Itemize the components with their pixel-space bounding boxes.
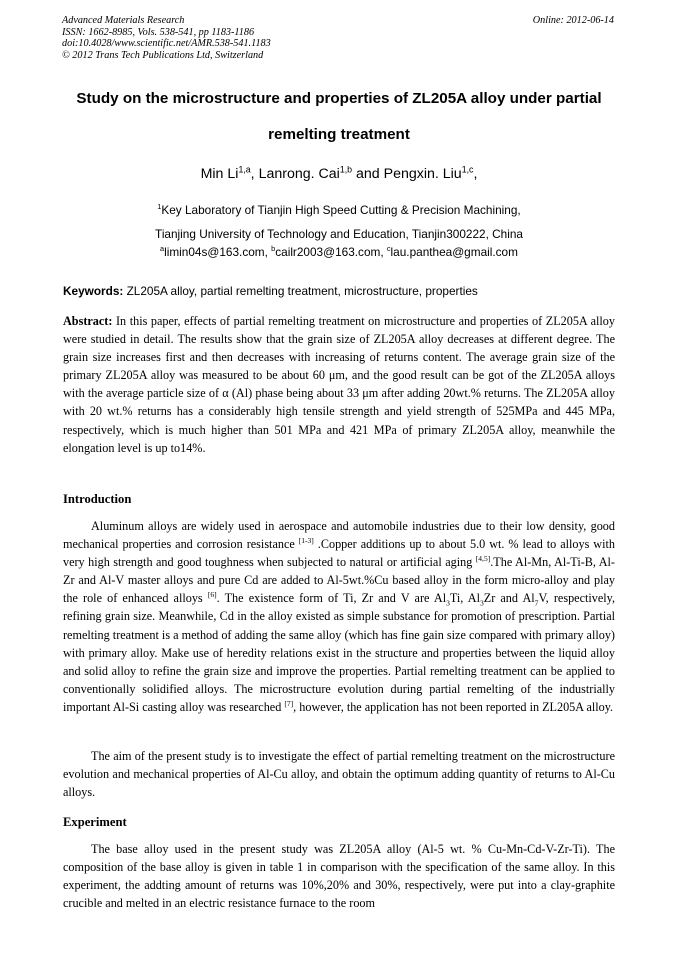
author-affil-mark: 1,b [339, 164, 353, 175]
intro-paragraph-2: The aim of the present study is to investigate the effect of partial remelting treatment on the microstructure evolution and mechanical properties of Al-Cu alloy, and obtain the optimum adding quantity of returns to Al-Cu alloys. [63, 749, 615, 800]
citation[interactable]: [1-3] [298, 536, 314, 546]
online-date: Online: 2012-06-14 [532, 15, 614, 26]
email-link[interactable]: lau.panthea@gmail.com [390, 245, 518, 259]
author-separator: , [473, 166, 478, 182]
abstract-text: In this paper, effects of partial remelting treatment on microstructure and properties of ZL205A alloy were studied in detail. The results show that the grain size of ZL205A alloy decreases at different degree. The grain size increases first and then decreases with increasing of returns content. The average grain size of the primary ZL205A alloy was measured to be about 60 μm, and the good result can be got of the ZL205A alloys with the average particle size of α (Al) phase being about 33 μm after adding 20wt.% returns. The ZL205A alloy with 20 wt.% returns has a considerably high tensile strength and yield strength of 525MPa and 445 MPa, respectively, which is much higher than 501 MPa and 421 MPa of primary ZL205A alloy, meanwhile the elongation level is up to14%. [63, 314, 615, 455]
email-link[interactable]: limin04s@163.com, [164, 245, 272, 259]
section-heading-experiment: Experiment [63, 815, 127, 829]
issn-line: ISSN: 1662-8985, Vols. 538-541, pp 1183-1186 [62, 26, 255, 38]
text-run: .The Al-Mn, Al-Ti-B, Al-Zr and Al-V master alloys and pure Cd are added to Al-5wt.%Cu based alloy in the form micro-alloy and play the role of enhanced alloys [63, 555, 615, 606]
paper-title-line-1: Study on the microstructure and properties of ZL205A alloy under partial [76, 90, 602, 107]
keywords-text: ZL205A alloy, partial remelting treatment, microstructure, properties [123, 284, 478, 298]
text-run: Aluminum alloys are widely used in aerospace and automobile industries due to their low density, good mechanical properties and corrosion resistance [63, 519, 615, 552]
text-run: , however, the application has not been reported in ZL205A alloy. [293, 699, 614, 714]
text-run: . The existence form of Ti, Zr and V are Al [216, 591, 447, 606]
email-mark: b [271, 244, 276, 254]
author-affil-mark: 1,c [461, 164, 474, 175]
subscript: 3 [446, 598, 450, 608]
email-link[interactable]: cailr2003@163.com, [275, 245, 387, 259]
affiliation-line-1 [40, 203, 638, 217]
text-run: .Copper additions up to about 5.0 wt. % lead to alloys with very high strength and good toughness when subjected to natural or artificial aging [63, 537, 615, 570]
email-mark: c [386, 244, 391, 254]
experiment-paragraph-1: The base alloy used in the present study was ZL205A alloy (Al-5 wt. % Cu-Mn-Cd-V-Zr-Ti). The composition of the base alloy is given in table 1 in comparison with the specification of the same alloy. In this experiment, the addting amount of returns was 10%,20% and 30%, respectively, were put into a clay-graphite crucible and melted in an electric resistance furnace to the room [63, 842, 615, 911]
citation[interactable]: [6] [207, 590, 217, 600]
keywords-label: Keywords: [63, 284, 124, 298]
copyright-line: © 2012 Trans Tech Publications Ltd, Switzerland [62, 49, 264, 61]
text-run: V, respectively, refining grain size. Meanwhile, Cd in the alloy existed as simple substance for promotion of prescription. Partial remelting treatment is a method of adding the same alloy (which has fine gain size compared with primary alloy) with primary alloy. Make use of heredity relations exist in the structure and properties between the liquid alloy and solid alloy to refine the grain size and improve the properties. Partial remelting treatment can be applied to conventionally solidified alloys. The microstructure evolution during partial remelting of the industrially important Al-Si casting alloy was researched [63, 591, 615, 714]
author-list [40, 166, 638, 182]
author-affil-mark: 1,a [238, 164, 251, 175]
journal-name: Advanced Materials Research [62, 15, 185, 26]
intro-paragraph-1 [63, 517, 615, 716]
citation[interactable]: [4,5] [475, 554, 491, 564]
affiliation-line-2: Tianjing University of Technology and Education, Tianjin300222, China [155, 227, 523, 241]
abstract [63, 312, 615, 457]
email-line [40, 245, 638, 259]
citation[interactable]: [7] [284, 698, 294, 708]
journal-header [62, 15, 614, 61]
affil-mark: 1 [157, 202, 162, 212]
doi-line: doi:10.4028/www.scientific.net/AMR.538-541.1183 [62, 38, 271, 50]
author-name: Lanrong. Cai [258, 166, 340, 182]
email-mark: a [160, 244, 165, 254]
paper-title-line-2: remelting treatment [268, 126, 410, 143]
text-run: Ti, Al [449, 591, 480, 606]
section-heading-introduction: Introduction [63, 492, 132, 506]
keywords [63, 284, 615, 298]
subscript: 7 [534, 598, 539, 608]
affil-text: Key Laboratory of Tianjin High Speed Cutting & Precision Machining, [161, 203, 521, 217]
subscript: 3 [479, 598, 484, 608]
author-name: Min Li [200, 166, 239, 182]
author-separator: , [250, 166, 259, 182]
text-run: Zr and Al [483, 591, 535, 606]
abstract-label: Abstract: [63, 314, 113, 328]
author-separator: and [352, 166, 384, 182]
author-name: Pengxin. Liu [383, 166, 462, 182]
